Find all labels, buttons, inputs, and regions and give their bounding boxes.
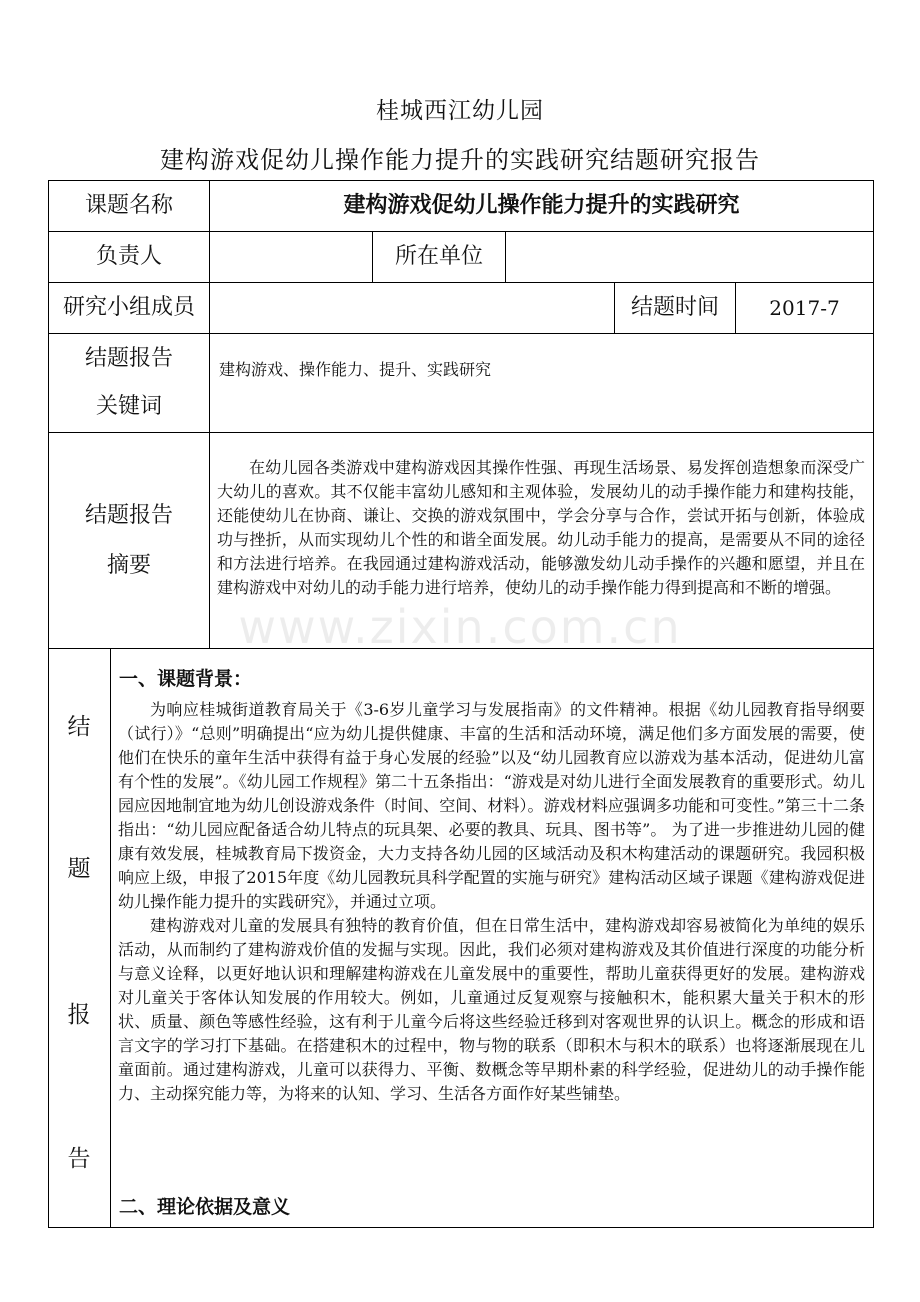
end-time-label: 结题时间 xyxy=(630,295,719,321)
section1-title: 一、课题背景： xyxy=(119,668,253,690)
keywords-label-line2: 关键词 xyxy=(95,394,162,419)
school-name: 桂城西江幼儿园 xyxy=(376,98,544,124)
section1-paragraph-2: 建构游戏对儿童的发展具有独特的教育价值，但在日常生活中，建构游戏却容易被简化为单纯的娱乐活动，从而制约了建构游戏价值的发掘与实现。因此，我们必须对建构游戏及其价值进行深度的功能分析与意义诠释，以更好地认识和理解建构游戏在儿童发展中的重要性，帮助儿童获得更好的发展。建构游戏对儿童关于客体认知发展的作用较大。例如，儿童通过反复观察与接触积木，能积累大量关于积木的形状、质量、颜色等感性经验，这有利于儿童今后将这些经验迁移到对客观世界的认识上。概念的形成和语言文字的学习打下基础。在搭建积木的过程中，物与物的联系（即积木与积木的联系）也将逐渐展现在儿童面前。通过建构游戏，儿童可以获得力、平衡、数概念等早期朴素的科学经验，促进幼儿的动手操作能力、主动探究能力等，为将来的认知、学习、生活各方面作好某些铺垫。 xyxy=(118,916,865,1103)
end-time-value: 2017-7 xyxy=(769,296,840,320)
side-char-1: 结 xyxy=(67,714,91,740)
abstract-text xyxy=(217,456,865,600)
report-title: 建构游戏促幼儿操作能力提升的实践研究结题研究报告 xyxy=(160,146,760,174)
side-char-3: 报 xyxy=(67,1002,91,1028)
section2-title: 二、理论依据及意义 xyxy=(119,1196,291,1218)
members-label: 研究小组成员 xyxy=(62,295,195,321)
side-char-2: 题 xyxy=(67,856,91,882)
watermark: www.zixin.com.cn xyxy=(238,600,682,654)
members-value xyxy=(210,283,614,333)
topic-label: 课题名称 xyxy=(84,193,173,219)
leader-value xyxy=(210,232,372,282)
unit-label: 所在单位 xyxy=(394,244,483,270)
abstract-label-line2: 摘要 xyxy=(106,552,151,578)
side-char-4: 告 xyxy=(67,1146,91,1172)
abstract-label-line1: 结题报告 xyxy=(84,502,173,528)
leader-label: 负责人 xyxy=(95,244,162,270)
topic-value: 建构游戏促幼儿操作能力提升的实践研究 xyxy=(343,193,740,219)
keywords-value: 建构游戏、操作能力、提升、实践研究 xyxy=(219,360,492,380)
keywords-label xyxy=(49,334,209,432)
section1-body xyxy=(118,698,865,1106)
unit-value xyxy=(506,232,873,282)
keywords-label-line1: 结题报告 xyxy=(84,346,173,371)
abstract-paragraph: 在幼儿园各类游戏中建构游戏因其操作性强、再现生活场景、易发挥创造想象而深受广大幼儿的喜欢。其不仅能丰富幼儿感知和主观体验，发展幼儿的动手操作能力和建构技能，还能使幼儿在协商、谦让、交换的游戏氛围中，学会分享与合作，尝试开拓与创新，体验成功与挫折，从而实现幼儿个性的和谐全面发展。幼儿动手能力的提高，是需要从不同的途径和方法进行培养。在我园通过建构游戏活动，能够激发幼儿动手操作的兴趣和愿望，并且在建构游戏中对幼儿的动手能力进行培养，使幼儿的动手操作能力得到提高和不断的增强。 xyxy=(217,458,865,597)
section1-paragraph-1: 为响应桂城街道教育局关于《3-6岁儿童学习与发展指南》的文件精神。根据《幼儿园教育指导纲要（试行）》“总则”明确提出“应为幼儿提供健康、丰富的生活和活动环境，满足他们多方面发展的需要，使他们在快乐的童年生活中获得有益于身心发展的经验”以及“幼儿园教育应以游戏为基本活动，促进幼儿富有个性的发展”。《幼儿园工作规程》第二十五条指出：“游戏是对幼儿进行全面发展教育的重要形式。幼儿园应因地制宜地为幼儿创设游戏条件（时间、空间、材料）。游戏材料应强调多功能和可变性。”第三十二条指出：“幼儿园应配备适合幼儿特点的玩具架、必要的教具、玩具、图书等”。 为了进一步推进幼儿园的健康有效发展，桂城教育局下拨资金，大力支持各幼儿园的区域活动及积木构建活动的课题研究。我园积极响应上级，申报了2015年度《幼儿园教玩具科学配置的实施与研究》建构活动区域子课题《建构游戏促进幼儿操作能力提升的实践研究》，并通过立项。 xyxy=(118,700,865,911)
abstract-label xyxy=(49,433,209,648)
